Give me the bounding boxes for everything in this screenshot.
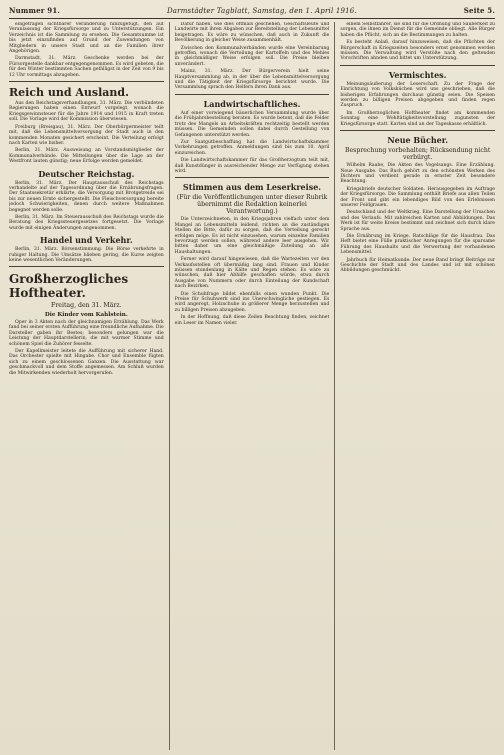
article-text: Es besteht Anlaß, darauf hinzuweisen, daß die Pflichten der Bürgerschaft in Kriegszeiten besonders ernst genommen werden müssen. Die Verwaltung wird Verstöße nach den geltenden Vorschriften ahnden und bittet um Unterstützung. <box>340 40 496 62</box>
divider <box>175 94 330 95</box>
section-heading: Deutscher Reichstag. <box>38 168 135 179</box>
issue-number: Nummer 91. <box>9 6 61 15</box>
section-note: (Für die Veröffentlichungen unter dieser Rubrik übernimmt die Redaktion keinerlei Verantwortung.) <box>176 194 328 216</box>
article-text: Die Landwirtschaftskammer für das Großherzogtum teilt mit, daß Kunstdünger in ausreichender Menge zur Verfügung stehen wird. <box>174 158 330 174</box>
article-text: Deutschland und der Weltkrieg. Eine Darstellung der Ursachen und des Verlaufs. Mit zahlreichen Karten und Abbildungen. Das Werk ist für weite Kreise bestimmt und zeichnet sich durch klare Sprache aus. <box>340 210 496 232</box>
article-text: Auf einer vorwiegend bäuerlichen Versammlung wurde über die Frühjahrsbestellung beraten. Es wurde betont, daß die Felder trotz des Mangels an Arbeitskräften rechtzeitig bestellt werden müssen. Die Gemeinden sollen dabei durch Gestellung von Gefangenen unterstützt werden. <box>174 110 330 138</box>
article-text: In der Hoffnung, daß diese Zeilen Beachtung finden, zeichnet ein Leser im Namen vieler. <box>174 315 330 326</box>
article-text: Darmstadt, 31. März. Geschenke werden bei der Fürsorgestelle dankbar entgegengenommen. Es wird gebeten, die für den Winter bestimmten Sachen gefälligst in der Zeit von 9 bis 12 Uhr vormittags abzugeben. <box>9 56 164 78</box>
article-text: Die Unterzeichneten, in den Kriegsjahren vielfach unter dem Mangel an Lebensmitteln leidend, richten an die zuständigen Stellen die Bitte, dafür zu sorgen, daß die Verteilung gerecht erfolgen möge. Es ist nicht einzusehen, warum einzelne Familien bevorzugt werden sollen, während andere leer ausgehen. Wir bitten daher um eine gleichmäßige Zuteilung an alle Haushaltungen. <box>174 217 330 255</box>
section-heading: Neue Bücher. <box>387 135 449 146</box>
article-text: Zwischen den Kommunalverbänden wurde eine Vereinbarung getroffen, wonach die Verteilung der Kartoffeln und des Mehles in gleichmäßiger Weise erfolgen soll. Die Preise bleiben unverändert. <box>174 45 330 67</box>
article-text: Kriegsbriefe deutscher Soldaten. Herausgegeben im Auftrage der Kriegsfürsorge. Die Sammlung enthält Briefe aus allen Teilen der Front und gibt ein lebendiges Bild von den Erlebnissen unserer Feldgrauen. <box>340 186 496 208</box>
article-text: Meinungsäußerung der Leserschaft. Zu der Frage der Einrichtung von Volksküchen wird uns geschrieben, daß die bisherigen Erfahrungen durchaus günstig seien. Die Speisen werden zu billigen Preisen abgegeben und finden regen Zuspruch. <box>340 81 496 109</box>
divider <box>9 266 164 267</box>
article-text: Berlin, 31. März. Börsenstimmung. Die Börse verkehrte in ruhiger Haltung. Die Umsätze blieben gering, die Kurse zeigten keine wesentlichen Veränderungen. <box>9 247 164 263</box>
section-note: Besprechung vorbehalten; Rücksendung nicht verbürgt. <box>344 147 491 162</box>
section-heading: Reich und Ausland. <box>9 86 129 100</box>
divider <box>340 65 495 66</box>
article-text: Berlin, 31. März. Ausweisung an Vorstandsmitglieder der Kommunalverbände. Die Mitteilungen über die Lage an der Westfront lauten günstig; neue Erfolge werden gemeldet. <box>9 148 164 165</box>
section-date: Freitag, den 31. März. <box>51 302 122 310</box>
column-1 <box>9 22 164 750</box>
article-text: Freiburg (Breisgau), 31. März. Der Oberbürgermeister teilt mit, daß die Lebensmittelversorgung der Stadt auch in den kommenden Monaten gesichert erscheint. Die Verteilung erfolgt nach Karten wie bisher. <box>9 124 164 146</box>
article-text: Die Schuhfrage bildet ebenfalls einen wunden Punkt. Die Preise für Schuhwerk sind ins Unerschwingliche gestiegen. Es wird angeregt, Holzschuhe in größerer Menge herzustellen und zu billigen Preisen abzugeben. <box>174 291 330 313</box>
divider <box>340 130 495 131</box>
article-text: Der Kapellmeister leitete die Aufführung mit sicherer Hand. Das Orchester spielte mit Hingabe. Chor und Ensemble fügten sich zu einem geschlossenen Ganzen. Die Ausstattung war geschmackvoll und dem Stoffe angemessen. Am Schluß wurden die Mitwirkenden wiederholt hervorgerufen. <box>9 349 164 376</box>
article-text: Wilhelm Raabe, Die Akten des Vogelsangs. Eine Erzählung. Neue Ausgabe. Das Buch gehört zu den schönsten Werken des Dichters und verdient gerade in ernster Zeit besondere Beachtung. <box>340 163 496 185</box>
article-text: einem Selbstfahrer, sie sind für die Ordnung und Sauberkeit zu sorgen, die ihnen im Dienst für die Gemeinde obliegt. Alle Bürger haben die Pflicht, sich an die Bestimmungen zu halten. <box>340 22 496 38</box>
column-2 <box>169 22 330 750</box>
section-heading: Großherzogliches Hoftheater. <box>9 272 129 301</box>
article-text: Dafür haben, wie dies oftmals geschehen, Geschäftsleute und Landwirte mit ihren Abgaben zur Bereitstellung der Lebensmittel beigetragen. Es wäre zu wünschen, daß auch in Zukunft die Bevölkerung in gleicher Weise zusammenhält. <box>174 22 330 44</box>
article-text: Berlin, 31. März. Im Steuerausschuß des Reichstags wurde die Beratung des Kriegssteuergesetzes fortgesetzt. Die Vorlage wurde mit einigen Änderungen angenommen. <box>9 214 164 231</box>
section-heading: Stimmen aus dem Leserkreise. <box>182 182 322 193</box>
page-number: Seite 5. <box>463 6 495 15</box>
article-text: Aus den Reichstagsverhandlungen, 31. März. Die verbündeten Regierungen haben einen Entwurf vorgelegt, wonach die Kriegsgewinnsteuer für die Jahre 1914 und 1915 in Kraft treten soll. Die Vorlage wird der Kommission überwiesen. <box>9 101 164 123</box>
section-heading: Handel und Verkehr. <box>40 235 133 246</box>
article-text: Ferner wird darauf hingewiesen, daß die Wartezeiten vor den Verkaufsstellen oft übermäßig lang sind. Frauen und Kinder müssen stundenlang in Kälte und Regen stehen. Es wäre zu wünschen, daß hier Abhilfe geschaffen würde, etwa durch Ausgabe von Nummern oder durch Einteilung der Kundschaft nach Bezirken. <box>174 257 330 290</box>
paper-dateline: Darmstädter Tagblatt, Samstag, den 1. April 1916. <box>166 7 357 15</box>
article-text: Mainz, 31. März. Der Bürgerverein hielt seine Hauptversammlung ab, in der über die Lebensmittelversorgung und die Tätigkeit der Kriegsfürsorge berichtet wurde. Die Versammlung sprach den Helfern ihren Dank aus. <box>174 69 330 91</box>
divider <box>9 81 164 82</box>
section-heading: Vermischtes. <box>388 69 447 80</box>
article-text: Im Großherzoglichen Hoftheater findet am kommenden Sonntag eine Wohltätigkeitsvorstellung zugunsten der Kriegsfürsorge statt. Karten sind an der Tageskasse erhältlich. <box>340 110 496 127</box>
page-header <box>9 6 495 19</box>
column-3 <box>334 22 495 750</box>
article-text: Berlin, 31. März. Der Hauptausschuß des Reichstags verhandelte auf der Tagesordnung über die Ernährungsfragen. Der Staatssekretär erklärte, die Versorgung mit Brotgetreide sei bis zur neuen Ernte sichergestellt. Die Fleischversorgung bereite jedoch Schwierigkeiten, denen durch weitere Maßnahmen begegnet werden solle. <box>9 180 164 213</box>
section-heading: Landwirtschaftliches. <box>203 98 301 109</box>
divider <box>175 177 330 178</box>
article-text: Die Ernährung im Kriege. Ratschläge für die Hausfrau. Das Heft bietet eine Fülle praktischer Anregungen für die sparsame Führung des Haushalts und die Verwertung der vorhandenen Lebensmittel. <box>340 233 496 256</box>
columns <box>9 22 495 750</box>
article-text: eingetragen sichtbarer Veränderung hinzugefügt, den auf Veranlassung der Kriegsfürsorge und zu Unterstützungen. Ein Verzeichnis ist die Sammlung zu ersehen. Die Gesamtsumme ist bis jetzt einzufinden auf Grund der Zuwendungen von Mitgliedern in unsere Stadt und an die Familien ihrer Angehörigen. <box>9 22 164 55</box>
article-text: Zur Saatgutbeschaffung hat die Landwirtschaftskammer Vorkehrungen getroffen. Anmeldungen sind bis zum 10. April einzureichen. <box>174 139 330 156</box>
article-text: Oper in 3 Akten nach der gleichnamigen Erzählung. Das Werk fand bei seiner ersten Aufführung eine freundliche Aufnahme. Die Darsteller gaben ihr Bestes; besonders gelungen war die Leistung der Hauptdarstellerin, die mit warmer Stimme und schönem Spiel die Zuhörer fesselte. <box>9 320 164 347</box>
article-text: Jahrbuch für Heimatkunde. Der neue Band bringt Beiträge zur Geschichte der Stadt und des Landes und ist mit schönen Abbildungen geschmückt. <box>340 257 496 274</box>
section-subheading: Die Kinder vom Kahlstein. <box>44 312 128 319</box>
